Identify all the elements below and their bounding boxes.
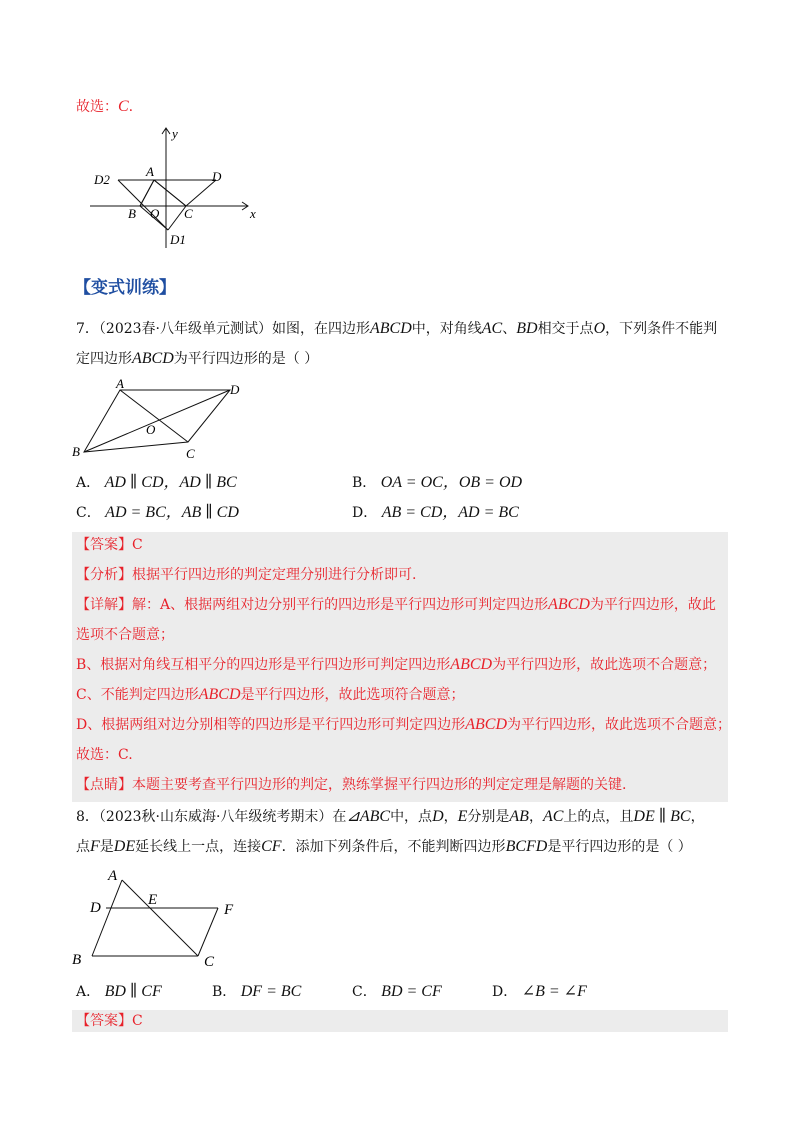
detail-text: 为平行四边形，故此选项不合题意； [507,717,732,733]
fig3-label-c: C [204,954,215,970]
q7-math: ABCD [370,320,412,337]
q7-text: 为平行四边形的是（ ） [173,351,319,367]
option-letter: D． [352,505,378,521]
q8-text: ， [443,809,458,825]
prev-answer-label: 故选： [76,99,118,115]
q7-detail-line3 [76,654,716,676]
q8-text: 8．（2023秋·山东威海·八年级统考期末）在 [76,809,347,825]
q8-math: CF [261,838,282,855]
option-letter: B． [352,475,377,491]
q7-detail-line6: 故选：C. [76,747,133,763]
option-text: AB = CD，AD = BC [381,504,519,521]
fig1-label-o: O [150,206,160,221]
detail-text: 为平行四边形，故此选项不合题意； [492,657,717,673]
q8-text: ， [528,809,543,825]
option-letter: B． [212,984,237,1000]
q7-math: O [593,320,606,337]
detail-math: ABCD [548,596,590,613]
q8-math: ⊿ABC [346,808,391,825]
q8-text: 中，点 [390,809,433,825]
comment-text: 本题主要考查平行四边形的判定，熟练掌握平行四边形的判定定理是解题的关键. [132,777,627,793]
answer-tag: 【答案】 [76,1013,132,1029]
q8-math: DE [113,838,136,855]
detail-math: ABCD [450,656,493,673]
q8-text: 上的点，且 [563,809,634,825]
q8-math: D [432,808,444,825]
fig1-label-d1: D1 [170,232,186,247]
detail-math: ABCD [465,716,508,733]
option-letter: D． [492,984,518,1000]
fig3-label-d: D [90,900,101,916]
q7-text: 相交于点 [537,321,594,337]
section-title: 【变式训练】 [74,278,176,298]
q8-option-b[interactable] [212,981,301,1003]
q7-math: BD [516,320,538,337]
q7-detail-line1 [76,594,716,616]
q8-text: 是 [99,839,114,855]
q7-text: 中，对角线 [411,321,482,337]
fig1-label-b: B [128,206,136,221]
option-text: AD ∥ CD，AD ∥ BC [104,474,237,491]
q7-detail-line2: 选项不合题意； [76,627,174,643]
fig1-label-a: A [146,164,154,179]
q8-math: F [90,838,100,855]
parallelogram-figure [70,376,250,464]
q8-math: E [457,808,468,825]
option-letter: C． [352,984,377,1000]
q7-option-c[interactable] [76,502,239,524]
detail-tag: 【详解】 [76,597,132,613]
fig3-label-e: E [148,892,158,908]
fig2-label-d: D [230,382,240,397]
prev-answer-end: . [128,99,134,115]
prev-answer-value: C [118,98,129,115]
q8-math: BCFD [505,838,548,855]
q7-text: ，下列条件不能判 [605,321,718,337]
q7-option-a[interactable] [76,472,237,494]
detail-text: 为平行四边形，故此 [589,597,716,613]
option-letter: A． [76,475,101,491]
q8-option-a[interactable] [76,981,162,1003]
fig3-label-f: F [224,902,234,918]
q8-math: DE ∥ BC [633,808,691,825]
q7-analysis [76,564,416,586]
q7-stem-line2 [76,348,318,370]
q8-text: 延长线上一点，连接 [135,839,262,855]
q7-answer [76,534,143,556]
option-text: BD ∥ CF [104,983,162,1000]
comment-tag: 【点睛】 [76,777,132,793]
analysis-tag: 【分析】 [76,567,132,583]
fig2-label-c: C [186,446,195,461]
q8-text: ．添加下列条件后，不能判断四边形 [281,839,506,855]
fig3-label-a: A [108,868,118,884]
fig2-label-o: O [146,422,156,437]
detail-text: B、根据对角线互相平分的四边形是平行四边形可判定四边形 [76,657,451,673]
analysis-text: 根据平行四边形的判定定理分别进行分析即可. [132,567,417,583]
detail-text: D、根据两组对边分别相等的四边形是平行四边形可判定四边形 [76,717,466,733]
fig3-label-b: B [72,952,82,968]
fig2-label-a: A [116,376,124,391]
q7-math: ABCD [132,350,174,367]
q7-option-d[interactable] [352,502,519,524]
detail-math: ABCD [198,686,241,703]
fig2-label-b: B [72,444,80,459]
q8-stem-line1 [76,806,705,828]
fig1-label-c: C [184,206,193,221]
q7-detail-line4 [76,684,465,706]
q7-math: AC [481,320,503,337]
q7-text: 定四边形 [76,351,132,367]
q8-math: AC [542,808,564,825]
q7-text: 、 [502,321,517,337]
fig1-label-y: y [172,126,178,141]
q7-option-b[interactable] [352,472,522,494]
detail-text: C、不能判定四边形 [76,687,199,703]
q8-answer [76,1010,143,1032]
fig1-label-d2: D2 [94,172,110,187]
q8-math: AB [509,808,529,825]
answer-tag: 【答案】 [76,537,132,553]
option-letter: C． [76,505,101,521]
q8-option-c[interactable] [352,981,442,1003]
detail-text: 是平行四边形，故此选项符合题意； [240,687,465,703]
q8-text: ， [690,809,705,825]
option-text: OA = OC，OB = OD [380,474,523,491]
option-text: AD = BC，AB ∥ CD [105,504,239,521]
q8-option-d[interactable] [492,981,587,1003]
q7-comment [76,774,626,796]
previous-answer [76,96,133,118]
q8-text: 分别是 [467,809,510,825]
q8-answer-box [72,1010,728,1032]
q8-text: 是平行四边形的是（ ） [547,839,692,855]
fig1-label-d: D [212,169,222,184]
option-text: BD = CF [381,983,442,1000]
answer-value: C [132,537,143,553]
q7-text: 7．（2023春·八年级单元测试）如图，在四边形 [76,321,370,337]
option-text: ∠B = ∠F [521,983,587,1000]
q8-text: 点 [76,839,90,855]
answer-value: C [132,1013,143,1029]
detail-text: 解：A、根据两组对边分别平行的四边形是平行四边形可判定四边形 [132,597,549,613]
coordinate-figure [88,122,264,250]
q7-stem-line1 [76,318,717,340]
triangle-figure [66,864,246,972]
option-text: DF = BC [240,983,302,1000]
option-letter: A． [76,984,101,1000]
q7-detail-line5 [76,714,731,736]
fig1-label-x: x [250,206,256,221]
q8-stem-line2 [76,836,692,858]
